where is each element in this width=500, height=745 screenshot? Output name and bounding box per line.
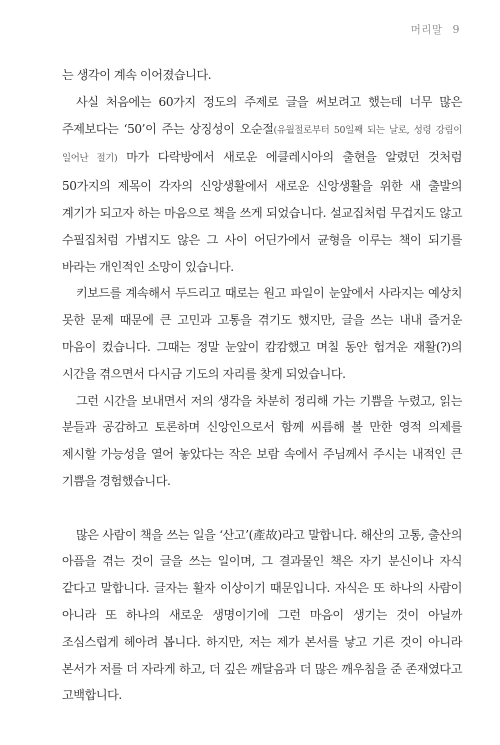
- paragraph-text: 사실 처음에는 60가지 정도의 주제로 글을 써보려고 했는데 너무 많은 주제보다는 ‘50’이 주는 상징성이 오순절: [62, 94, 462, 136]
- paragraph-keyboard: 키보드를 계속해서 두드리고 때로는 원고 파일이 눈앞에서 사라지는 예상치 못한 문제 때문에 큰 고민과 고통을 겪기도 했지만, 글을 쓰는 내내 즐거운 마음이 컸습니다. 그때는 정말 눈앞이 캄캄했고 며칠 동안 험겨운 재활(?)의 시간을 겪으면서 다시금 기도의 자리를 찾게 되었습니다.: [62, 286, 462, 381]
- pentecost-note: (유월절로부터 50일째 되는 날로, 성령 강림이 일어난 절기): [62, 124, 462, 165]
- page-number: 9: [452, 23, 460, 36]
- paragraph-continuation: 는 생각이 계속 이어졌습니다.: [62, 68, 212, 82]
- section-title: 머리말: [410, 24, 443, 36]
- paragraph-text: 마가 다락방에서 새로운 에클레시아의 출현을 알렸던 것처럼 50가지의 제목이 각자의 신앙생활에서 새로운 신앙생활을 위한 새 출발의 계기가 되고자 하는 마음으로 책을 쓰게 되었습니다. 설교집처럼 무겁지도 않고 수필집처럼 가볍지도 않은 그 사이 어딘가에서 균형을 이루는 책이 되기를 바라는 개인적인 소망이 있습니다.: [62, 150, 462, 274]
- paragraph-fifty-topics: [62, 89, 462, 281]
- body-text: [62, 62, 462, 709]
- paragraph-labor-pains: 많은 사람이 책을 쓰는 일을 ‘산고’(產故)라고 말합니다. 해산의 고통, 출산의 아픔을 겪는 것이 글을 쓰는 일이며, 그 결과물인 책은 자기 분신이나 자식 같다고 말합니다. 글자는 활자 이상이기 때문입니다. 자식은 또 하나의 사람이 아니라 또 하나의 새로운 생명이기에 그런 마음이 생기는 것이 아닐까 조심스럽게 헤아려 봅니다. 하지만, 저는 제가 본서를 낳고 기른 것이 아니라 본서가 저를 더 자라게 하고, 더 깊은 깨달음과 더 많은 깨우침을 준 존재였다고 고백합니다.: [62, 527, 462, 703]
- paragraph-joy: 그런 시간을 보내면서 저의 생각을 차분히 정리해 가는 기쁨을 누렸고, 읽는 분들과 공감하고 토론하며 신앙인으로서 함께 씨름해 볼 만한 영적 의제를 제시할 가능성을 열어 놓았다는 작은 보람 속에서 주님께서 주시는 내적인 큰 기쁨을 경험했습니다.: [62, 393, 462, 488]
- running-head: [411, 22, 460, 37]
